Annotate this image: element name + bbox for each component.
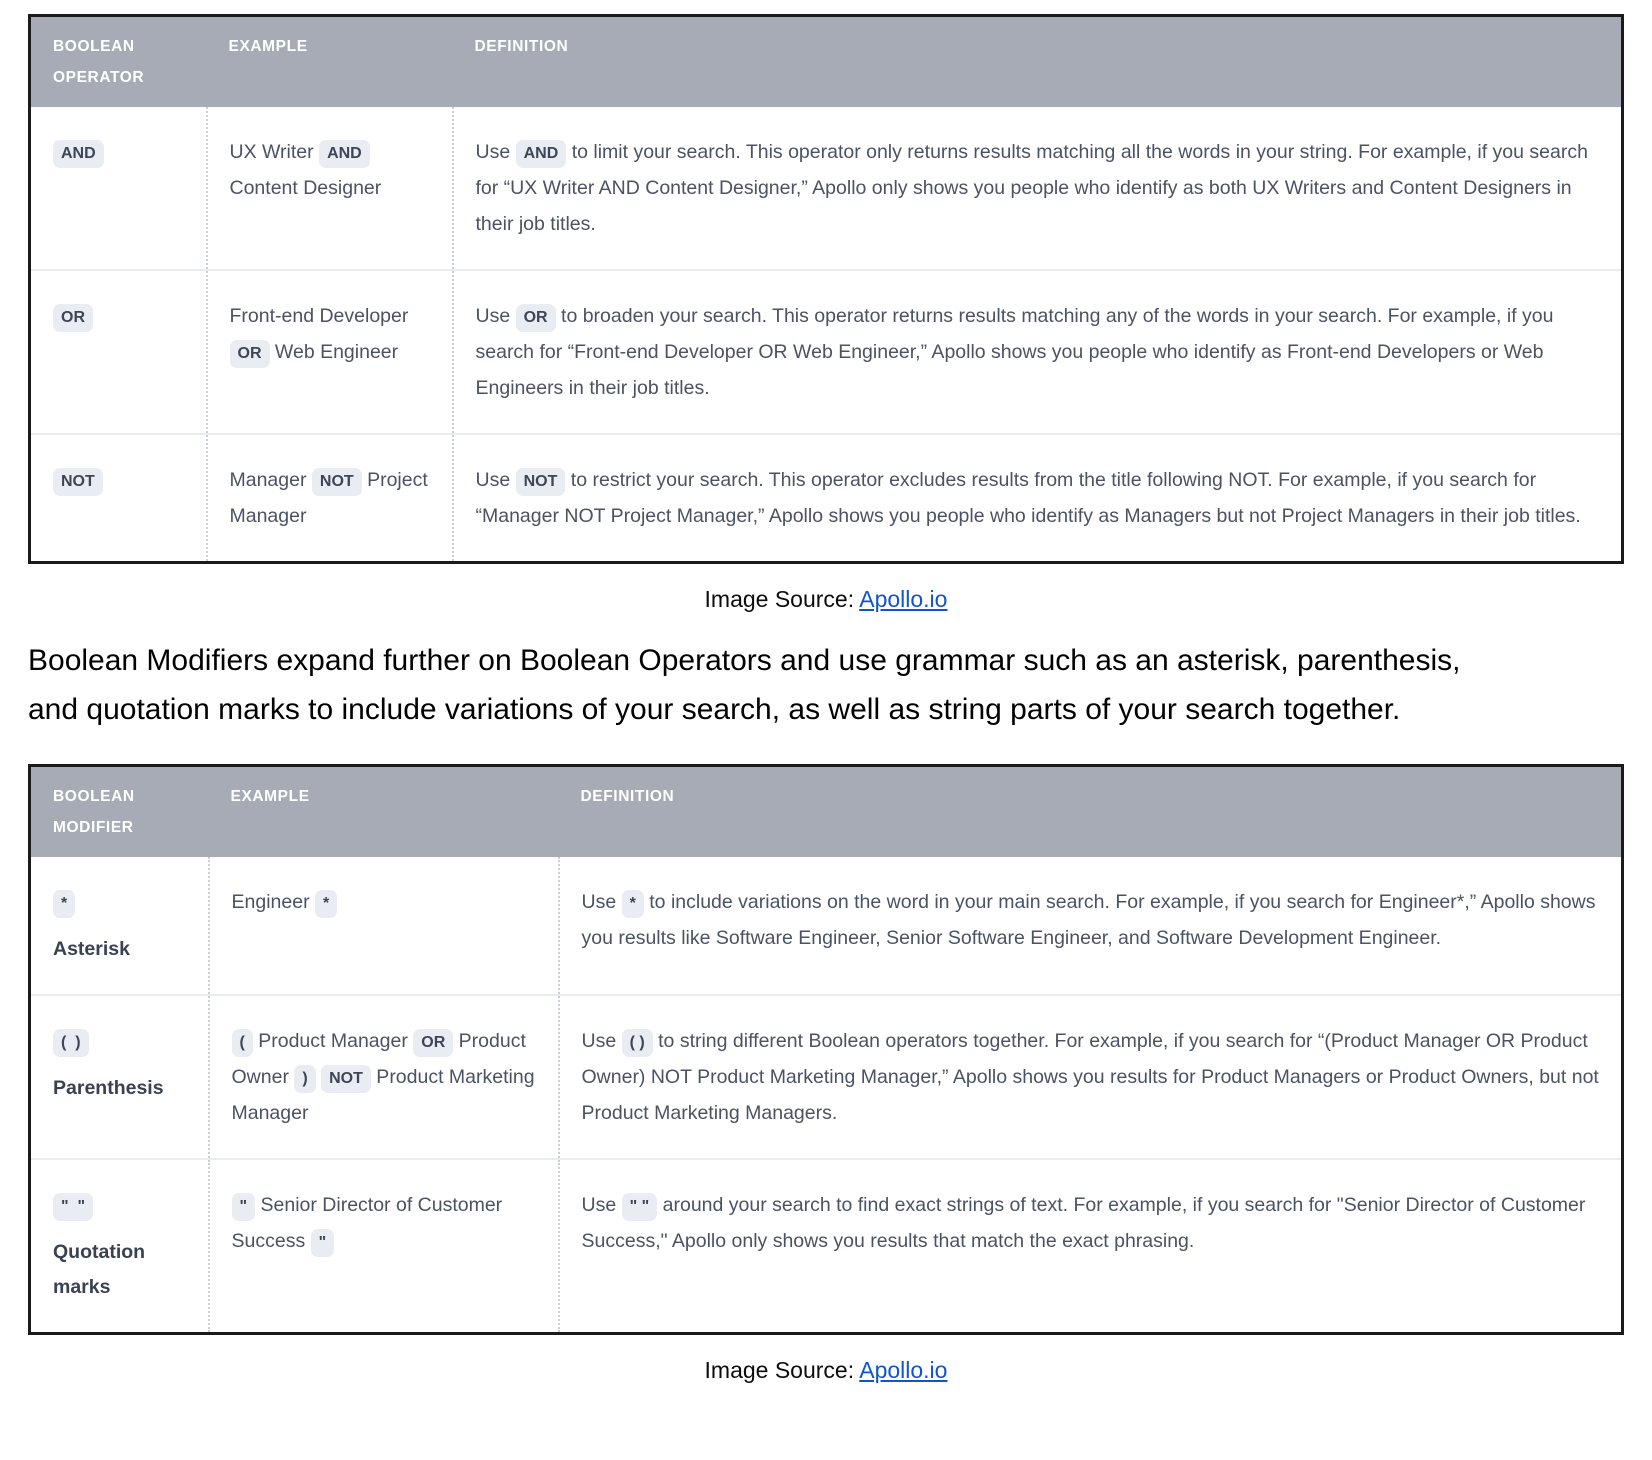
code-badge: AND [53, 140, 104, 168]
code-badge: * [622, 890, 644, 918]
column-header-definition: DEFINITION [559, 766, 1623, 858]
caption-text: Image Source: [704, 586, 860, 612]
code-badge: ) [294, 1065, 315, 1093]
modifier-header-row [30, 766, 1623, 858]
table-row-quotation-marks [30, 1159, 1623, 1334]
code-badge: NOT [321, 1065, 371, 1093]
example-cell-or: Front-end Developer OR Web Engineer [207, 270, 453, 434]
code-badge: " [232, 1193, 256, 1221]
example-cell-parenthesis: ( Product Manager OR Product Owner ) NOT Product Marketing Manager [209, 995, 559, 1159]
image-source-caption-top [28, 586, 1624, 613]
example-cell-not: Manager NOT Project Manager [207, 434, 453, 563]
modifier-cell-parenthesis [30, 995, 209, 1159]
operator-cell-and [30, 107, 207, 270]
column-header-boolean-operator: BOOLEAN OPERATOR [30, 16, 207, 108]
definition-cell-and: Use AND to limit your search. This operator only returns results matching all the words in your string. For example, if you search for “UX Writer AND Content Designer,” Apollo only shows you people who identify as both UX Writers and Content Designers in their job titles. [453, 107, 1623, 270]
code-badge: ( ) [622, 1029, 653, 1057]
example-cell-and: UX Writer AND Content Designer [207, 107, 453, 270]
operator-cell-not [30, 434, 207, 563]
definition-cell-not: Use NOT to restrict your search. This operator excludes results from the title following NOT. For example, if you search for “Manager NOT Project Manager,” Apollo shows you people who identify as Managers but not Project Managers in their job titles. [453, 434, 1623, 563]
code-badge: " [311, 1229, 335, 1257]
column-header-example: EXAMPLE [207, 16, 453, 108]
definition-cell-or: Use OR to broaden your search. This operator returns results matching any of the words in your search. For example, if you search for “Front-end Developer OR Web Engineer,” Apollo shows you people who identify as Front-end Developers or Web Engineers in their job titles. [453, 270, 1623, 434]
operator-header-row [30, 16, 1623, 108]
intro-paragraph: Boolean Modifiers expand further on Boolean Operators and use grammar such as an asterisk, parenthesis, and quotation marks to include variations of your search, as well as string parts of your search together. [28, 644, 1461, 726]
caption-text: Image Source: [704, 1357, 860, 1383]
boolean-modifier-table [28, 764, 1624, 1335]
example-cell-asterisk: Engineer * [209, 857, 559, 995]
modifier-cell-asterisk [30, 857, 209, 995]
definition-cell-asterisk: Use * to include variations on the word in your main search. For example, if you search for Engineer*,” Apollo shows you results like Software Engineer, Senior Software Engineer, and Software Development Engineer. [559, 857, 1623, 995]
code-badge: AND [516, 140, 567, 168]
code-badge: " " [622, 1193, 658, 1221]
column-header-boolean-modifier: BOOLEAN MODIFIER [30, 766, 209, 858]
image-source-caption-bottom [28, 1357, 1624, 1384]
apollo-link[interactable]: Apollo.io [859, 1357, 948, 1383]
example-cell-quotation-marks: " Senior Director of Customer Success " [209, 1159, 559, 1334]
table-row-parenthesis [30, 995, 1623, 1159]
code-badge: NOT [53, 468, 103, 496]
table-row-not [30, 434, 1623, 563]
code-badge: " " [53, 1193, 93, 1221]
code-badge: ( ) [53, 1029, 89, 1057]
code-badge: NOT [312, 468, 362, 496]
column-header-example: EXAMPLE [209, 766, 559, 858]
table-row-asterisk [30, 857, 1623, 995]
modifier-symbol [53, 1187, 186, 1223]
code-badge: NOT [516, 468, 566, 496]
modifier-label: Quotation marks [53, 1241, 146, 1298]
boolean-operator-table [28, 14, 1624, 564]
code-badge: OR [230, 340, 270, 368]
code-badge: AND [319, 140, 370, 168]
code-badge: * [315, 890, 337, 918]
code-badge: OR [516, 304, 556, 332]
code-badge: ( [232, 1029, 253, 1057]
modifier-label: Asterisk [53, 938, 130, 960]
code-badge: OR [53, 304, 93, 332]
code-badge: OR [413, 1029, 453, 1057]
apollo-link[interactable]: Apollo.io [859, 586, 948, 612]
table-row-or [30, 270, 1623, 434]
table-row-and [30, 107, 1623, 270]
code-badge: * [53, 890, 75, 918]
definition-cell-parenthesis: Use ( ) to string different Boolean operators together. For example, if you search for “(Product Manager OR Product Owner) NOT Product Marketing Manager,” Apollo shows you results for Product Managers or Product Owners, but not Product Marketing Managers. [559, 995, 1623, 1159]
modifier-cell-quotation-marks [30, 1159, 209, 1334]
modifier-label: Parenthesis [53, 1077, 164, 1099]
modifier-symbol [53, 1023, 186, 1059]
column-header-definition: DEFINITION [453, 16, 1623, 108]
modifier-symbol [53, 884, 186, 920]
definition-cell-quotation-marks: Use " " around your search to find exact strings of text. For example, if you search for "Senior Director of Customer Success," Apollo only shows you results that match the exact phrasing. [559, 1159, 1623, 1334]
operator-cell-or [30, 270, 207, 434]
